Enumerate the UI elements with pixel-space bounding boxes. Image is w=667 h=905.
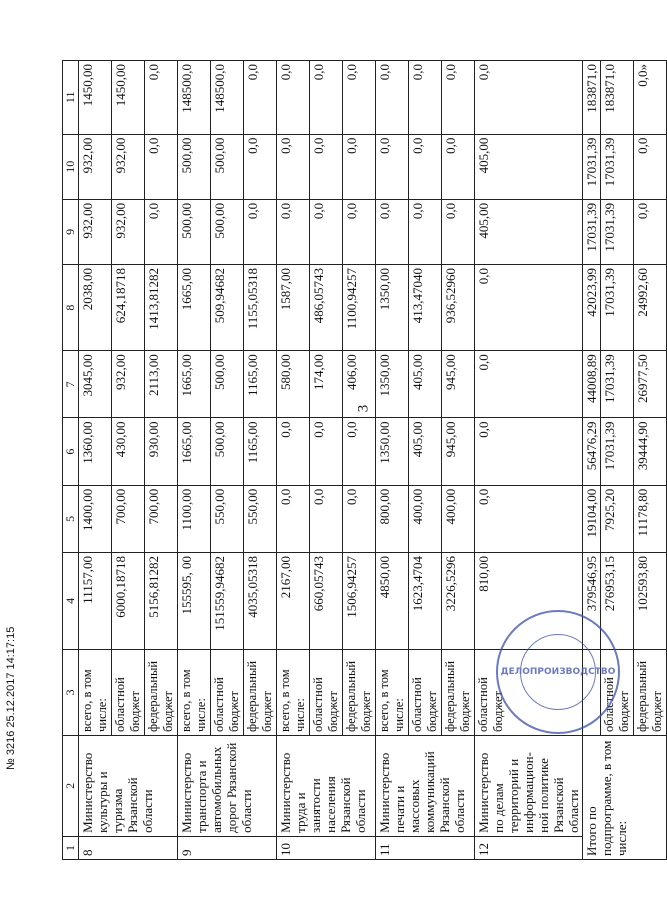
row-number: 10: [277, 836, 376, 859]
amount-cell: 42023,99: [583, 264, 601, 350]
amount-cell: 0,0: [145, 134, 178, 199]
amount-cell: 0,0: [475, 485, 583, 552]
amount-cell: 1587,00: [277, 264, 310, 350]
stamp-center: ДЕЛОПРОИЗВОДСТВО: [520, 634, 596, 710]
table-row: [79, 61, 112, 860]
amount-cell: 0,0: [145, 199, 178, 264]
amount-cell: 509,94682: [211, 264, 244, 350]
amount-cell: 11157,00: [79, 553, 112, 650]
amount-cell: 26977,50: [634, 351, 667, 418]
column-number: 7: [63, 351, 79, 418]
amount-cell: 0,0: [409, 61, 442, 135]
amount-cell: 174,00: [310, 351, 343, 418]
funding-source: областной бюджет: [601, 649, 634, 735]
amount-cell: 0,0: [244, 199, 277, 264]
amount-cell: 624,18718: [112, 264, 145, 350]
funding-source: всего, в том числе:: [178, 649, 211, 735]
funding-source: федеральный бюджет: [634, 649, 667, 735]
amount-cell: 932,00: [112, 134, 145, 199]
amount-cell: 44008,89: [583, 351, 601, 418]
amount-cell: 500,00: [178, 134, 211, 199]
amount-cell: 0,0: [277, 199, 310, 264]
funding-source: всего, в том числе:: [277, 649, 310, 735]
amount-cell: 932,00: [79, 199, 112, 264]
column-number: 11: [63, 61, 79, 135]
amount-cell: 550,00: [211, 485, 244, 552]
page-number: 3: [355, 404, 372, 413]
funding-source: областной бюджет: [475, 649, 583, 735]
amount-cell: 4850,00: [376, 553, 409, 650]
column-number: 9: [63, 199, 79, 264]
table-row: [277, 61, 310, 860]
amount-cell: 1155,05318: [244, 264, 277, 350]
amount-cell: 0,0: [277, 134, 310, 199]
funding-source: федеральный бюджет: [343, 649, 376, 735]
amount-cell: 0,0: [475, 351, 583, 418]
amount-cell: 500,00: [211, 199, 244, 264]
amount-cell: 932,00: [112, 199, 145, 264]
amount-cell: 0,0: [244, 134, 277, 199]
amount-cell: 3226,5296: [442, 553, 475, 650]
amount-cell: 1665,00: [178, 264, 211, 350]
amount-cell: 17031,39: [601, 351, 634, 418]
amount-cell: 11178,80: [634, 485, 667, 552]
column-number: 10: [63, 134, 79, 199]
funding-source: всего, в том числе:: [79, 649, 112, 735]
amount-cell: 0,0: [244, 61, 277, 135]
amount-cell: 1665,00: [178, 351, 211, 418]
amount-cell: 400,00: [442, 485, 475, 552]
amount-cell: 1665,00: [178, 418, 211, 485]
amount-cell: 0,0: [277, 485, 310, 552]
amount-cell: 660,05743: [310, 553, 343, 650]
amount-cell: 183871,0: [583, 61, 601, 135]
amount-cell: 0,0: [376, 199, 409, 264]
amount-cell: 2167,00: [277, 553, 310, 650]
amount-cell: 0,0: [343, 199, 376, 264]
amount-cell: 406,00: [343, 351, 376, 418]
funding-source: федеральный бюджет: [244, 649, 277, 735]
amount-cell: 932,00: [79, 134, 112, 199]
amount-cell: 486,05743: [310, 264, 343, 350]
amount-cell: 0,0: [310, 418, 343, 485]
totals-row: [583, 61, 601, 860]
budget-table-rotated: [62, 60, 664, 860]
organization-name: Министерство культуры и туризма Рязанской области: [79, 735, 178, 836]
column-number-row: [63, 61, 79, 860]
amount-cell: 810,00: [475, 553, 583, 650]
amount-cell: 56476,29: [583, 418, 601, 485]
amount-cell: 155595, 00: [178, 553, 211, 650]
amount-cell: 148500,0: [211, 61, 244, 135]
amount-cell: 17031,39: [601, 199, 634, 264]
amount-cell: 6000,18718: [112, 553, 145, 650]
column-number: 4: [63, 553, 79, 650]
amount-cell: 17031,39: [583, 199, 601, 264]
amount-cell: 39444,90: [634, 418, 667, 485]
amount-cell: 945,00: [442, 351, 475, 418]
amount-cell: 0,0: [409, 134, 442, 199]
funding-source: федеральный бюджет: [442, 649, 475, 735]
amount-cell: 405,00: [409, 351, 442, 418]
amount-cell: 0,0: [475, 264, 583, 350]
amount-cell: 379546,95: [583, 553, 601, 650]
amount-cell: 0,0: [277, 61, 310, 135]
amount-cell: 0,0: [310, 199, 343, 264]
amount-cell: 1350,00: [376, 418, 409, 485]
amount-cell: 1360,00: [79, 418, 112, 485]
amount-cell: 102593,80: [634, 553, 667, 650]
amount-cell: 500,00: [211, 351, 244, 418]
column-number: 1: [63, 836, 79, 859]
budget-table: [62, 60, 667, 860]
amount-cell: 800,00: [376, 485, 409, 552]
amount-cell: 1506,94257: [343, 553, 376, 650]
amount-cell: 1450,00: [79, 61, 112, 135]
amount-cell: 0,0: [409, 199, 442, 264]
amount-cell: 0,0: [634, 199, 667, 264]
amount-cell: 0,0: [475, 418, 583, 485]
amount-cell: 0,0: [442, 199, 475, 264]
amount-cell: 17031,39: [583, 134, 601, 199]
amount-cell: 0,0: [442, 134, 475, 199]
amount-cell: 3045,00: [79, 351, 112, 418]
funding-source: всего, в том числе:: [376, 649, 409, 735]
organization-name: Министерство труда и занятости населения Рязанской области: [277, 735, 376, 836]
amount-cell: 500,00: [211, 134, 244, 199]
table-row: [376, 61, 409, 860]
amount-cell: 0,0: [343, 61, 376, 135]
registration-note: № 3216 25.12.2017 14:17:15: [5, 626, 17, 770]
amount-cell: 17031,39: [601, 264, 634, 350]
amount-cell: 276953,15: [601, 553, 634, 650]
amount-cell: 17031,39: [601, 418, 634, 485]
column-number: 6: [63, 418, 79, 485]
funding-source: федеральный бюджет: [145, 649, 178, 735]
amount-cell: 405,00: [475, 134, 583, 199]
amount-cell: 1165,00: [244, 418, 277, 485]
amount-cell: 0,0: [145, 61, 178, 135]
amount-cell: 0,0: [376, 134, 409, 199]
amount-cell: 0,0: [343, 485, 376, 552]
amount-cell: 17031,39: [601, 134, 634, 199]
funding-source: областной бюджет: [310, 649, 343, 735]
table-row: [475, 61, 583, 860]
organization-name: Министерство по делам территорий и информацион-ной политике Рязанской области: [475, 735, 583, 836]
row-number: 11: [376, 836, 475, 859]
amount-cell: 405,00: [409, 418, 442, 485]
amount-cell: 500,00: [211, 418, 244, 485]
row-number: 12: [475, 836, 583, 859]
organization-name: Министерство транспорта и автомобильных дорог Рязанской области: [178, 735, 277, 836]
funding-source: областной бюджет: [112, 649, 145, 735]
table-row: [178, 61, 211, 860]
totals-label: Итого по подпрограмме, в том числе:: [583, 735, 667, 859]
amount-cell: 932,00: [112, 351, 145, 418]
amount-cell: 700,00: [112, 485, 145, 552]
amount-cell: 936,52960: [442, 264, 475, 350]
amount-cell: 945,00: [442, 418, 475, 485]
amount-cell: 500,00: [178, 199, 211, 264]
amount-cell: 0,0»: [634, 61, 667, 135]
amount-cell: 1350,00: [376, 351, 409, 418]
amount-cell: 1100,94257: [343, 264, 376, 350]
amount-cell: 700,00: [145, 485, 178, 552]
funding-source: областной бюджет: [211, 649, 244, 735]
amount-cell: 1413,81282: [145, 264, 178, 350]
funding-source: областной бюджет: [409, 649, 442, 735]
amount-cell: 2038,00: [79, 264, 112, 350]
amount-cell: 5156,81282: [145, 553, 178, 650]
column-number: 2: [63, 735, 79, 836]
amount-cell: 1623,4704: [409, 553, 442, 650]
row-number: 9: [178, 836, 277, 859]
table-body: [79, 61, 667, 860]
amount-cell: 0,0: [634, 134, 667, 199]
row-number: 8: [79, 836, 178, 859]
amount-cell: 0,0: [310, 485, 343, 552]
amount-cell: 550,00: [244, 485, 277, 552]
amount-cell: 0,0: [475, 61, 583, 135]
amount-cell: 405,00: [475, 199, 583, 264]
amount-cell: 930,00: [145, 418, 178, 485]
official-stamp: [496, 610, 620, 734]
amount-cell: 0,0: [310, 134, 343, 199]
amount-cell: 7925,20: [601, 485, 634, 552]
amount-cell: 1450,00: [112, 61, 145, 135]
amount-cell: 0,0: [442, 61, 475, 135]
amount-cell: 0,0: [310, 61, 343, 135]
amount-cell: 151559,94682: [211, 553, 244, 650]
amount-cell: 148500,0: [178, 61, 211, 135]
amount-cell: 0,0: [343, 134, 376, 199]
amount-cell: 1165,00: [244, 351, 277, 418]
amount-cell: 1350,00: [376, 264, 409, 350]
amount-cell: 183871,0: [601, 61, 634, 135]
amount-cell: 0,0: [277, 418, 310, 485]
amount-cell: 0,0: [376, 61, 409, 135]
amount-cell: 413,47040: [409, 264, 442, 350]
amount-cell: 2113,00: [145, 351, 178, 418]
amount-cell: 0,0: [343, 418, 376, 485]
amount-cell: 19104,00: [583, 485, 601, 552]
amount-cell: 1400,00: [79, 485, 112, 552]
column-number: 8: [63, 264, 79, 350]
organization-name: Министерство печати и массовых коммуникаций Рязанской области: [376, 735, 475, 836]
column-number: 3: [63, 649, 79, 735]
amount-cell: 4035,05318: [244, 553, 277, 650]
amount-cell: 580,00: [277, 351, 310, 418]
amount-cell: 400,00: [409, 485, 442, 552]
amount-cell: 1100,00: [178, 485, 211, 552]
column-number: 5: [63, 485, 79, 552]
amount-cell: 24992,60: [634, 264, 667, 350]
amount-cell: 430,00: [112, 418, 145, 485]
